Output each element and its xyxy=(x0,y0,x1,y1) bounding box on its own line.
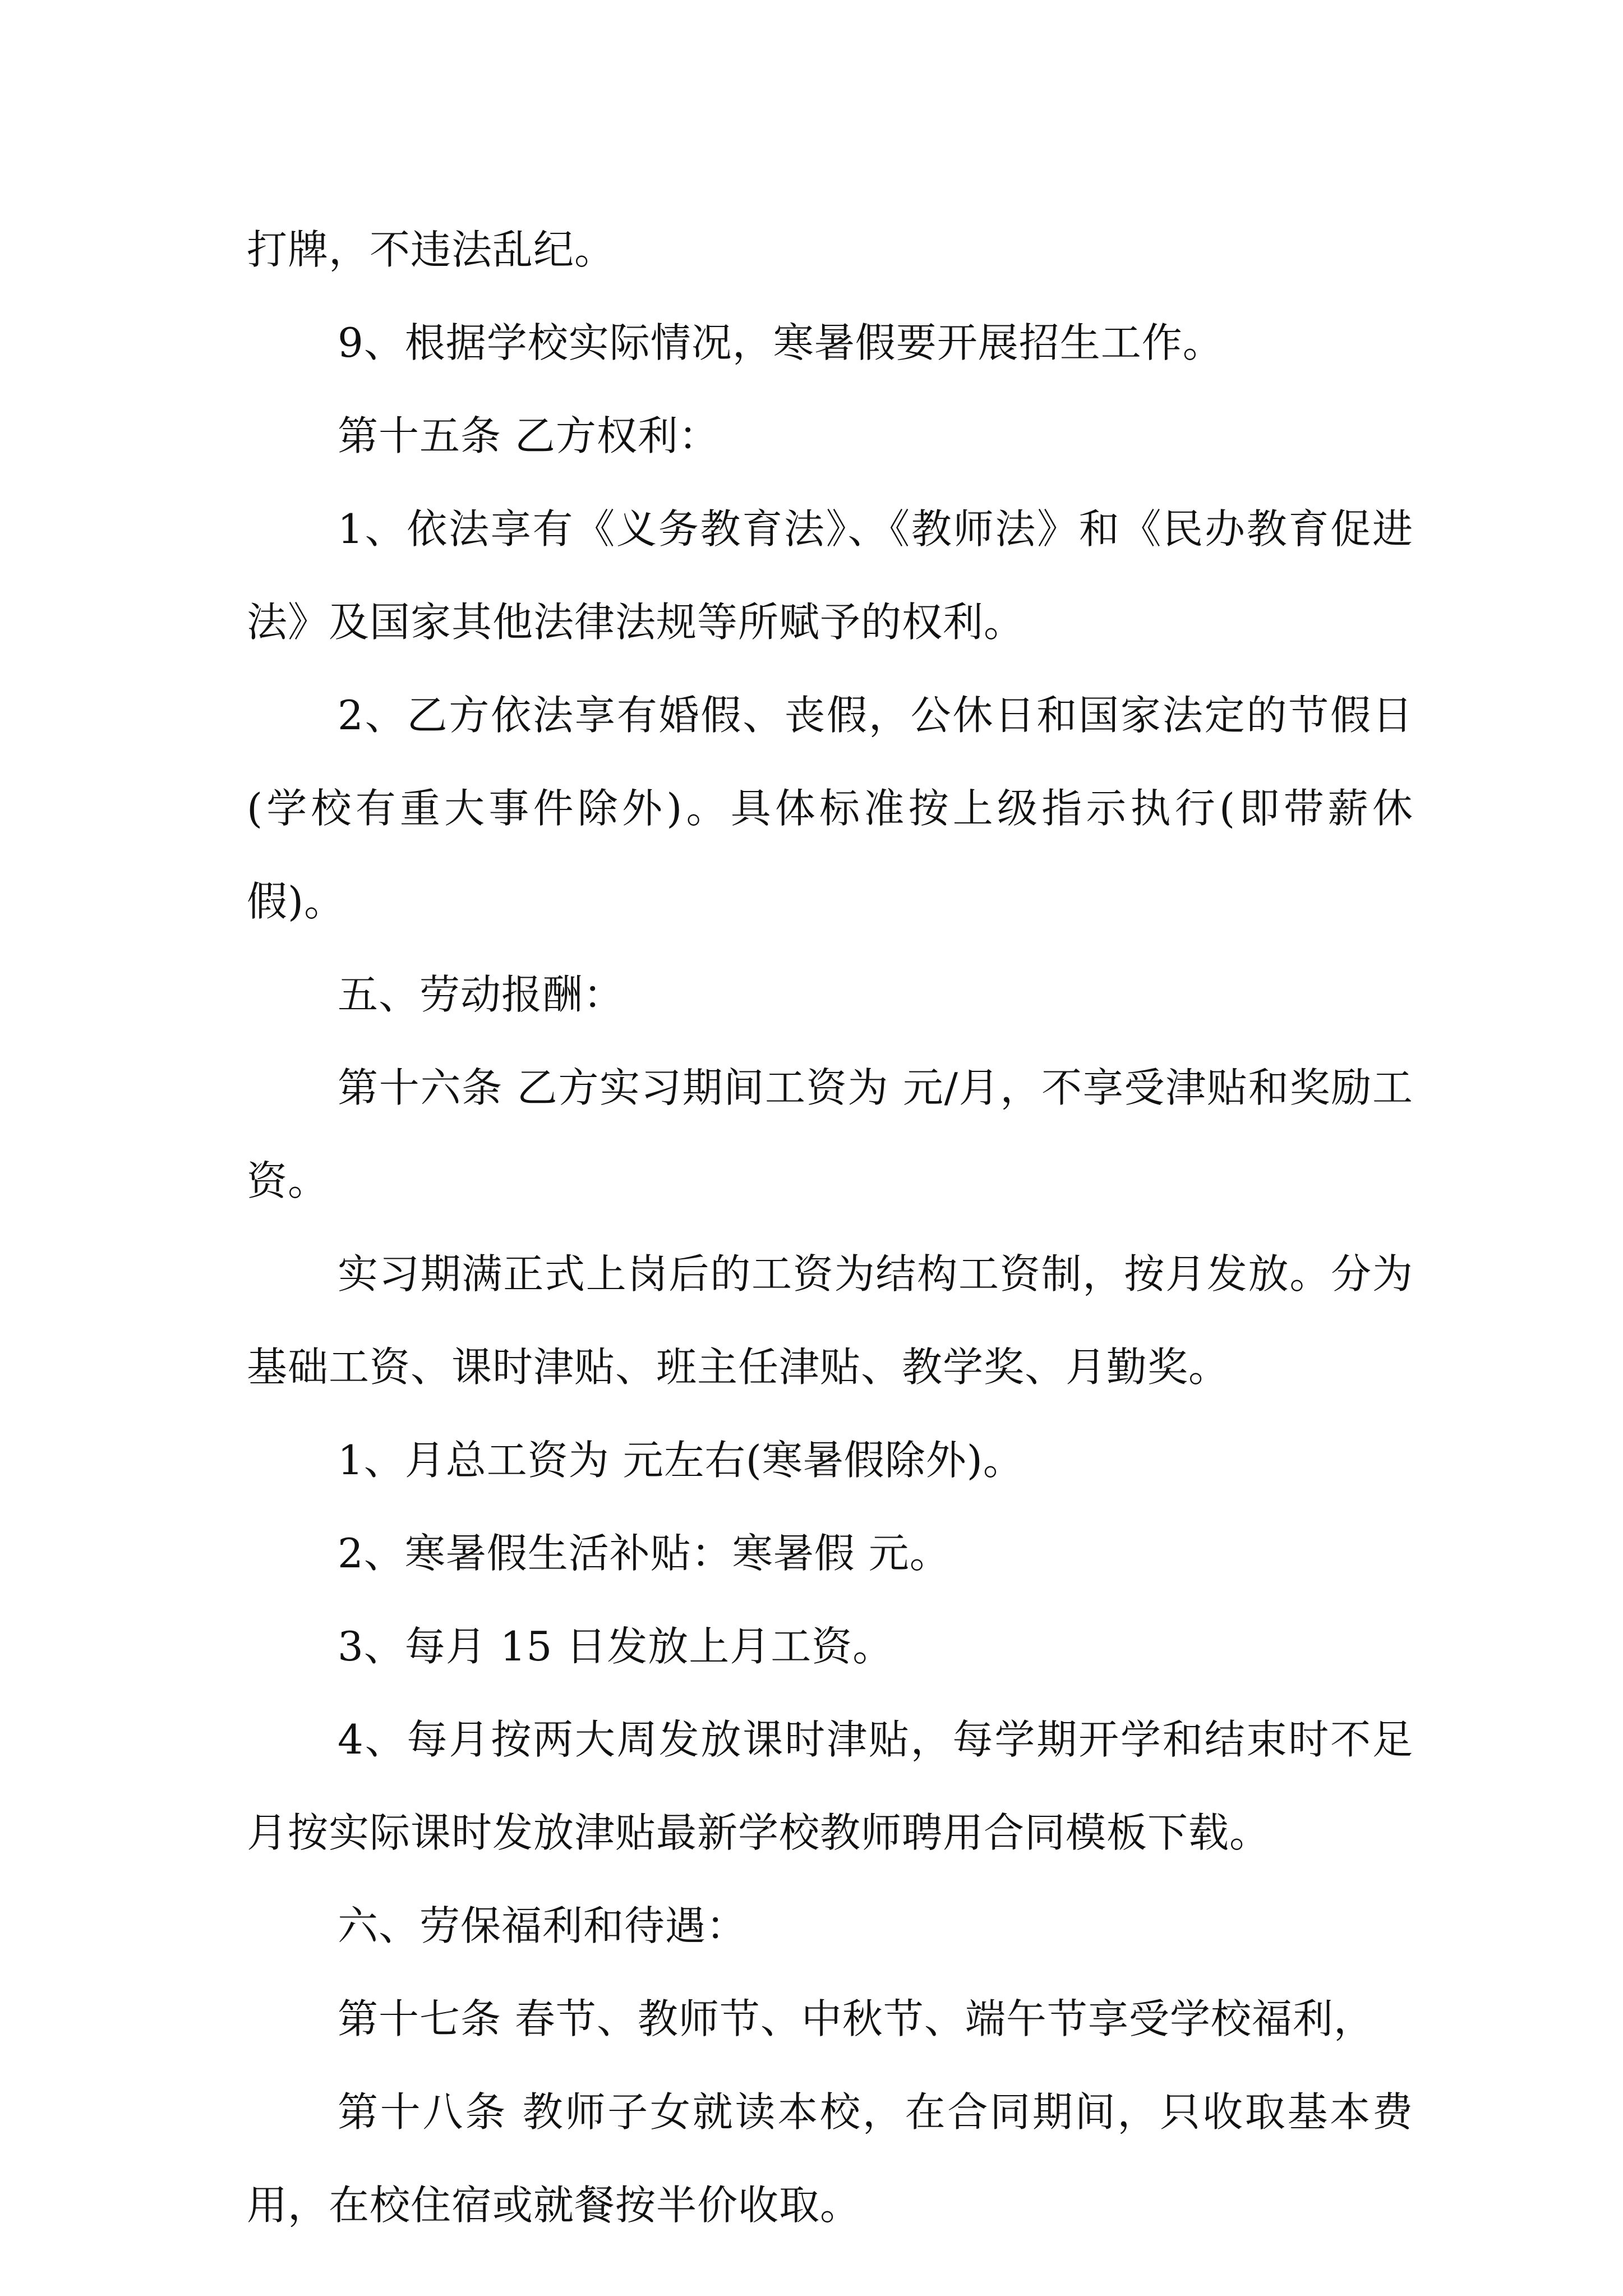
paragraph-12: 4、每月按两大周发放课时津贴，每学期开学和结束时不足月按实际课时发放津贴最新学校教师聘用合同模板下载。 xyxy=(247,1716,1413,1856)
paragraph-1: 打牌，不违法乱纪。 xyxy=(247,226,616,273)
paragraph-10: 2、寒暑假生活补贴：寒暑假 元。 xyxy=(338,1530,951,1577)
paragraph-5: 2、乙方依法享有婚假、丧假，公休日和国家法定的节假日(学校有重大事件除外)。具体标准按上级指示执行(即带薪休假)。 xyxy=(247,692,1413,925)
paragraph-2: 9、根据学校实际情况，寒暑假要开展招生工作。 xyxy=(338,319,1224,366)
paragraph-4: 1、依法享有《义务教育法》、《教师法》和《民办教育促进法》及国家其他法律法规等所赋予的权利。 xyxy=(247,505,1413,646)
paragraph-13: 六、劳保福利和待遇： xyxy=(338,1902,748,1949)
paragraph-9: 1、月总工资为 元左右(寒暑假除外)。 xyxy=(338,1437,1024,1484)
paragraph-7: 第十六条 乙方实习期间工资为 元/月，不享受津贴和奖励工资。 xyxy=(247,1064,1413,1204)
paragraph-3: 第十五条 乙方权利： xyxy=(338,412,720,459)
document-body xyxy=(247,203,1413,2252)
paragraph-14: 第十七条 春节、教师节、中秋节、端午节享受学校福利， xyxy=(338,1995,1375,2042)
paragraph-15: 第十八条 教师子女就读本校，在合同期间，只收取基本费用，在校住宿或就餐按半价收取。 xyxy=(247,2088,1413,2229)
paragraph-11: 3、每月 15 日发放上月工资。 xyxy=(338,1623,894,1670)
paragraph-8: 实习期满正式上岗后的工资为结构工资制，按月发放。分为基础工资、课时津贴、班主任津贴、教学奖、月勤奖。 xyxy=(247,1250,1413,1391)
paragraph-6: 五、劳动报酬： xyxy=(338,971,625,1018)
